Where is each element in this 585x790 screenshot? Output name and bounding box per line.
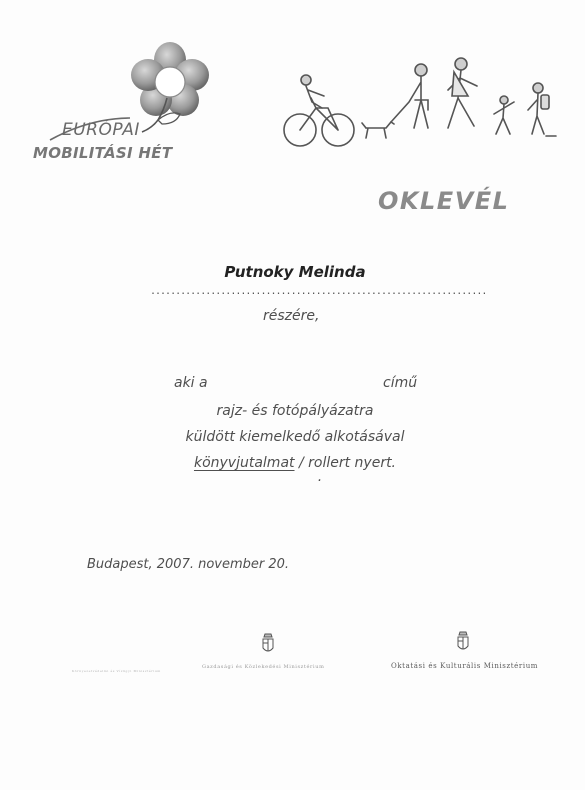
recipient-dotted-line: ................................................................... [150,286,487,297]
pedestrians-and-cyclist-illustration-icon [278,50,568,150]
ministry-environment-faint: Környezetvédelmi és Vízügyi Minisztérium [72,669,161,673]
body-competition: rajz- és fotópályázatra [216,403,374,419]
logo-text-line2: MOBILITÁSI HÉT [33,144,173,162]
logo-text-line1: EURÓPAI [62,120,140,140]
stray-dot: · [317,473,322,489]
ministry-transport: Gazdasági és Közlekedési Minisztérium [202,664,325,670]
ministry-education: Oktatási és Kulturális Minisztérium [391,662,539,670]
body-aki-a: aki a [174,375,208,391]
body-sent: küldött kiemelkedő alkotásával [185,429,405,445]
for-label: részére, [263,308,320,324]
recipient-name: Putnoky Melinda [224,263,366,281]
coat-of-arms-icon [260,632,276,656]
place-date: Budapest, 2007. november 20. [87,557,290,572]
prize-underlined: könyvjutalmat [193,455,295,471]
coat-of-arms-icon [455,630,471,654]
body-prize-line [150,455,440,471]
prize-rest: / rollert nyert. [298,455,397,471]
certificate-title: OKLEVÉL [378,187,510,215]
body-cimu: című [383,375,418,391]
